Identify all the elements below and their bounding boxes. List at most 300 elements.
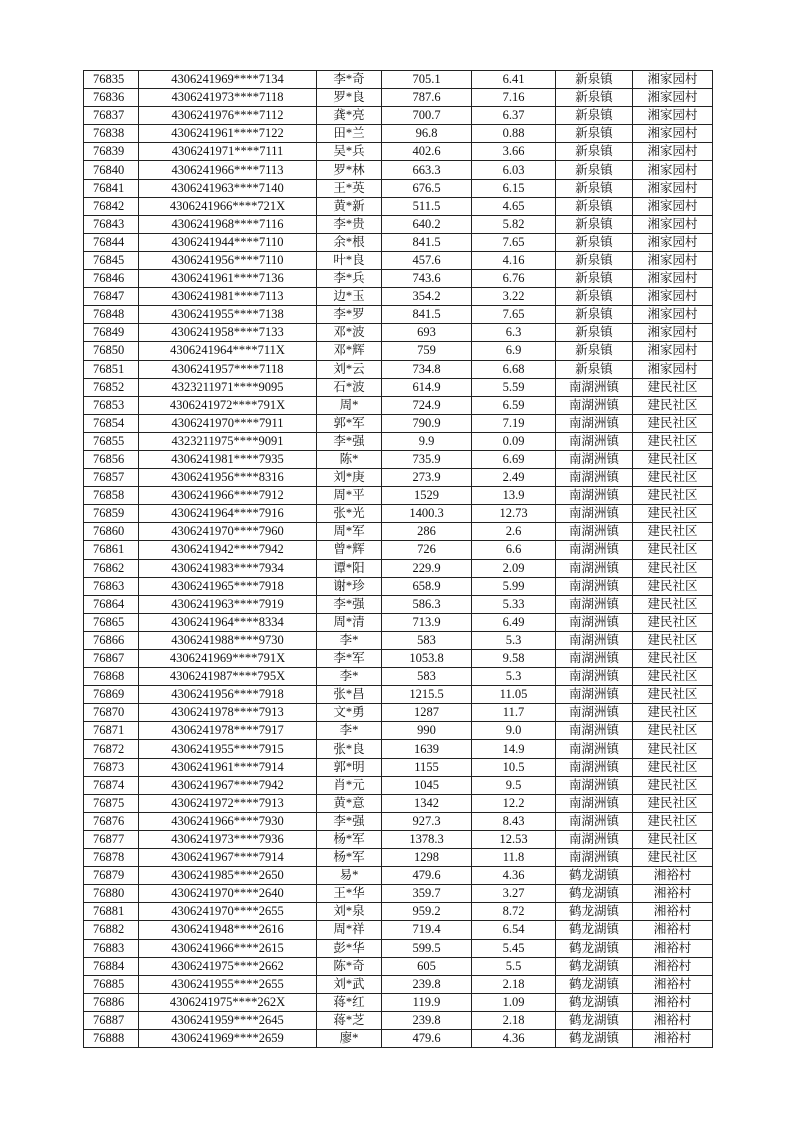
town-cell: 南湖洲镇 [556, 523, 633, 541]
amount-cell: 9.9 [382, 432, 472, 450]
id-number-cell: 4306241964****7916 [139, 505, 317, 523]
subsidy-cell: 11.05 [472, 686, 556, 704]
village-cell: 湘家园村 [633, 233, 713, 251]
row-number-cell: 76851 [84, 360, 139, 378]
table-row [84, 233, 713, 251]
table-row [84, 740, 713, 758]
subsidy-cell: 1.09 [472, 993, 556, 1011]
town-cell: 新泉镇 [556, 107, 633, 125]
person-name-cell: 李*军 [317, 650, 382, 668]
town-cell: 南湖洲镇 [556, 577, 633, 595]
amount-cell: 927.3 [382, 812, 472, 830]
amount-cell: 1639 [382, 740, 472, 758]
row-number-cell: 76861 [84, 541, 139, 559]
row-number-cell: 76867 [84, 650, 139, 668]
row-number-cell: 76883 [84, 939, 139, 957]
amount-cell: 726 [382, 541, 472, 559]
town-cell: 新泉镇 [556, 251, 633, 269]
subsidy-cell: 5.5 [472, 957, 556, 975]
row-number-cell: 76869 [84, 686, 139, 704]
subsidy-cell: 4.36 [472, 1029, 556, 1047]
person-name-cell: 易* [317, 867, 382, 885]
table-row [84, 161, 713, 179]
subsidy-cell: 4.36 [472, 867, 556, 885]
table-row [84, 450, 713, 468]
town-cell: 新泉镇 [556, 161, 633, 179]
person-name-cell: 李* [317, 631, 382, 649]
id-number-cell: 4306241966****7113 [139, 161, 317, 179]
subsidy-cell: 6.69 [472, 450, 556, 468]
subsidy-cell: 5.33 [472, 595, 556, 613]
person-name-cell: 田*兰 [317, 125, 382, 143]
table-row [84, 505, 713, 523]
amount-cell: 663.3 [382, 161, 472, 179]
table-row [84, 903, 713, 921]
subsidy-cell: 6.3 [472, 324, 556, 342]
village-cell: 湘家园村 [633, 107, 713, 125]
town-cell: 新泉镇 [556, 179, 633, 197]
village-cell: 湘家园村 [633, 197, 713, 215]
subsidy-cell: 6.41 [472, 71, 556, 89]
row-number-cell: 76880 [84, 885, 139, 903]
id-number-cell: 4306241981****7935 [139, 450, 317, 468]
village-cell: 湘裕村 [633, 939, 713, 957]
person-name-cell: 周* [317, 396, 382, 414]
town-cell: 南湖洲镇 [556, 830, 633, 848]
row-number-cell: 76837 [84, 107, 139, 125]
subsidy-cell: 0.88 [472, 125, 556, 143]
village-cell: 湘家园村 [633, 270, 713, 288]
table-row [84, 812, 713, 830]
id-number-cell: 4306241988****9730 [139, 631, 317, 649]
subsidy-cell: 3.66 [472, 143, 556, 161]
id-number-cell: 4306241966****2615 [139, 939, 317, 957]
id-number-cell: 4306241956****7110 [139, 251, 317, 269]
town-cell: 新泉镇 [556, 215, 633, 233]
town-cell: 南湖洲镇 [556, 414, 633, 432]
village-cell: 建民社区 [633, 396, 713, 414]
table-row [84, 197, 713, 215]
row-number-cell: 76885 [84, 975, 139, 993]
id-number-cell: 4306241957****7118 [139, 360, 317, 378]
town-cell: 南湖洲镇 [556, 450, 633, 468]
row-number-cell: 76871 [84, 722, 139, 740]
subsidy-cell: 4.16 [472, 251, 556, 269]
person-name-cell: 李*奇 [317, 71, 382, 89]
table-row [84, 89, 713, 107]
person-name-cell: 张*昌 [317, 686, 382, 704]
row-number-cell: 76882 [84, 921, 139, 939]
village-cell: 湘家园村 [633, 251, 713, 269]
town-cell: 南湖洲镇 [556, 541, 633, 559]
amount-cell: 229.9 [382, 559, 472, 577]
amount-cell: 734.8 [382, 360, 472, 378]
village-cell: 湘裕村 [633, 885, 713, 903]
subsidy-cell: 5.45 [472, 939, 556, 957]
person-name-cell: 余*根 [317, 233, 382, 251]
amount-cell: 359.7 [382, 885, 472, 903]
id-number-cell: 4306241968****7116 [139, 215, 317, 233]
row-number-cell: 76884 [84, 957, 139, 975]
amount-cell: 511.5 [382, 197, 472, 215]
table-row [84, 704, 713, 722]
id-number-cell: 4306241964****711X [139, 342, 317, 360]
row-number-cell: 76857 [84, 469, 139, 487]
id-number-cell: 4306241955****7138 [139, 306, 317, 324]
village-cell: 湘家园村 [633, 71, 713, 89]
person-name-cell: 蒋*红 [317, 993, 382, 1011]
person-name-cell: 邓*辉 [317, 342, 382, 360]
amount-cell: 586.3 [382, 595, 472, 613]
id-number-cell: 4306241971****7111 [139, 143, 317, 161]
amount-cell: 1342 [382, 794, 472, 812]
village-cell: 湘家园村 [633, 125, 713, 143]
row-number-cell: 76844 [84, 233, 139, 251]
id-number-cell: 4306241948****2616 [139, 921, 317, 939]
village-cell: 建民社区 [633, 450, 713, 468]
table-row [84, 378, 713, 396]
table-row [84, 957, 713, 975]
village-cell: 湘裕村 [633, 867, 713, 885]
person-name-cell: 周*平 [317, 487, 382, 505]
amount-cell: 990 [382, 722, 472, 740]
table-row [84, 613, 713, 631]
person-name-cell: 郭*明 [317, 758, 382, 776]
town-cell: 新泉镇 [556, 125, 633, 143]
id-number-cell: 4306241966****7930 [139, 812, 317, 830]
table-body [84, 71, 713, 1048]
amount-cell: 787.6 [382, 89, 472, 107]
subsidy-cell: 13.9 [472, 487, 556, 505]
village-cell: 建民社区 [633, 704, 713, 722]
town-cell: 鹤龙湖镇 [556, 993, 633, 1011]
town-cell: 新泉镇 [556, 324, 633, 342]
table-row [84, 360, 713, 378]
amount-cell: 354.2 [382, 288, 472, 306]
town-cell: 新泉镇 [556, 306, 633, 324]
amount-cell: 713.9 [382, 613, 472, 631]
town-cell: 新泉镇 [556, 270, 633, 288]
row-number-cell: 76849 [84, 324, 139, 342]
amount-cell: 1215.5 [382, 686, 472, 704]
row-number-cell: 76868 [84, 668, 139, 686]
amount-cell: 239.8 [382, 975, 472, 993]
row-number-cell: 76859 [84, 505, 139, 523]
id-number-cell: 4306241970****7911 [139, 414, 317, 432]
table-row [84, 541, 713, 559]
row-number-cell: 76879 [84, 867, 139, 885]
table-row [84, 143, 713, 161]
town-cell: 鹤龙湖镇 [556, 975, 633, 993]
id-number-cell: 4306241969****791X [139, 650, 317, 668]
amount-cell: 1529 [382, 487, 472, 505]
data-table [83, 70, 713, 1048]
person-name-cell: 罗*良 [317, 89, 382, 107]
village-cell: 湘家园村 [633, 179, 713, 197]
person-name-cell: 杨*军 [317, 849, 382, 867]
village-cell: 湘家园村 [633, 89, 713, 107]
person-name-cell: 李*强 [317, 595, 382, 613]
row-number-cell: 76863 [84, 577, 139, 595]
subsidy-cell: 10.5 [472, 758, 556, 776]
amount-cell: 239.8 [382, 1011, 472, 1029]
village-cell: 建民社区 [633, 432, 713, 450]
id-number-cell: 4306241964****8334 [139, 613, 317, 631]
village-cell: 湘家园村 [633, 215, 713, 233]
person-name-cell: 黄*新 [317, 197, 382, 215]
person-name-cell: 王*华 [317, 885, 382, 903]
village-cell: 湘家园村 [633, 143, 713, 161]
amount-cell: 479.6 [382, 1029, 472, 1047]
amount-cell: 676.5 [382, 179, 472, 197]
person-name-cell: 李*兵 [317, 270, 382, 288]
table-row [84, 939, 713, 957]
amount-cell: 599.5 [382, 939, 472, 957]
person-name-cell: 刘*庚 [317, 469, 382, 487]
person-name-cell: 李*贵 [317, 215, 382, 233]
table-row [84, 179, 713, 197]
person-name-cell: 肖*元 [317, 776, 382, 794]
village-cell: 建民社区 [633, 650, 713, 668]
row-number-cell: 76881 [84, 903, 139, 921]
person-name-cell: 曾*辉 [317, 541, 382, 559]
subsidy-cell: 7.65 [472, 233, 556, 251]
amount-cell: 700.7 [382, 107, 472, 125]
town-cell: 南湖洲镇 [556, 758, 633, 776]
person-name-cell: 李* [317, 668, 382, 686]
amount-cell: 959.2 [382, 903, 472, 921]
person-name-cell: 石*波 [317, 378, 382, 396]
town-cell: 鹤龙湖镇 [556, 957, 633, 975]
id-number-cell: 4306241978****7917 [139, 722, 317, 740]
person-name-cell: 蒋*芝 [317, 1011, 382, 1029]
subsidy-cell: 6.6 [472, 541, 556, 559]
subsidy-cell: 3.27 [472, 885, 556, 903]
amount-cell: 119.9 [382, 993, 472, 1011]
town-cell: 南湖洲镇 [556, 650, 633, 668]
village-cell: 湘裕村 [633, 1011, 713, 1029]
id-number-cell: 4306241967****7914 [139, 849, 317, 867]
row-number-cell: 76855 [84, 432, 139, 450]
person-name-cell: 吴*兵 [317, 143, 382, 161]
amount-cell: 640.2 [382, 215, 472, 233]
id-number-cell: 4306241970****7960 [139, 523, 317, 541]
table-row [84, 1029, 713, 1047]
id-number-cell: 4306241981****7113 [139, 288, 317, 306]
village-cell: 建民社区 [633, 849, 713, 867]
person-name-cell: 李*强 [317, 812, 382, 830]
subsidy-cell: 2.49 [472, 469, 556, 487]
subsidy-cell: 9.58 [472, 650, 556, 668]
amount-cell: 1298 [382, 849, 472, 867]
subsidy-cell: 14.9 [472, 740, 556, 758]
row-number-cell: 76862 [84, 559, 139, 577]
person-name-cell: 刘*泉 [317, 903, 382, 921]
id-number-cell: 4306241961****7122 [139, 125, 317, 143]
amount-cell: 1378.3 [382, 830, 472, 848]
person-name-cell: 张*光 [317, 505, 382, 523]
id-number-cell: 4306241985****2650 [139, 867, 317, 885]
table-row [84, 270, 713, 288]
row-number-cell: 76847 [84, 288, 139, 306]
amount-cell: 759 [382, 342, 472, 360]
village-cell: 湘裕村 [633, 903, 713, 921]
id-number-cell: 4306241944****7110 [139, 233, 317, 251]
table-row [84, 559, 713, 577]
row-number-cell: 76875 [84, 794, 139, 812]
id-number-cell: 4306241975****2662 [139, 957, 317, 975]
table-row [84, 975, 713, 993]
row-number-cell: 76878 [84, 849, 139, 867]
village-cell: 建民社区 [633, 722, 713, 740]
row-number-cell: 76842 [84, 197, 139, 215]
village-cell: 湘裕村 [633, 957, 713, 975]
id-number-cell: 4306241970****2640 [139, 885, 317, 903]
row-number-cell: 76853 [84, 396, 139, 414]
town-cell: 南湖洲镇 [556, 776, 633, 794]
village-cell: 建民社区 [633, 378, 713, 396]
subsidy-cell: 2.18 [472, 975, 556, 993]
town-cell: 南湖洲镇 [556, 595, 633, 613]
person-name-cell: 刘*武 [317, 975, 382, 993]
row-number-cell: 76854 [84, 414, 139, 432]
town-cell: 南湖洲镇 [556, 396, 633, 414]
row-number-cell: 76864 [84, 595, 139, 613]
amount-cell: 1287 [382, 704, 472, 722]
table-row [84, 125, 713, 143]
person-name-cell: 文*勇 [317, 704, 382, 722]
row-number-cell: 76872 [84, 740, 139, 758]
town-cell: 鹤龙湖镇 [556, 1011, 633, 1029]
table-row [84, 487, 713, 505]
village-cell: 建民社区 [633, 577, 713, 595]
subsidy-cell: 2.18 [472, 1011, 556, 1029]
town-cell: 新泉镇 [556, 89, 633, 107]
person-name-cell: 周*清 [317, 613, 382, 631]
village-cell: 建民社区 [633, 812, 713, 830]
town-cell: 新泉镇 [556, 71, 633, 89]
row-number-cell: 76865 [84, 613, 139, 631]
amount-cell: 402.6 [382, 143, 472, 161]
id-number-cell: 4323211975****9091 [139, 432, 317, 450]
town-cell: 南湖洲镇 [556, 704, 633, 722]
village-cell: 建民社区 [633, 505, 713, 523]
subsidy-cell: 6.68 [472, 360, 556, 378]
subsidy-cell: 7.19 [472, 414, 556, 432]
village-cell: 建民社区 [633, 613, 713, 631]
person-name-cell: 边*玉 [317, 288, 382, 306]
person-name-cell: 彭*华 [317, 939, 382, 957]
person-name-cell: 黄*意 [317, 794, 382, 812]
id-number-cell: 4306241961****7914 [139, 758, 317, 776]
village-cell: 建民社区 [633, 559, 713, 577]
person-name-cell: 王*英 [317, 179, 382, 197]
amount-cell: 605 [382, 957, 472, 975]
row-number-cell: 76843 [84, 215, 139, 233]
row-number-cell: 76839 [84, 143, 139, 161]
village-cell: 建民社区 [633, 830, 713, 848]
table-row [84, 432, 713, 450]
village-cell: 湘裕村 [633, 993, 713, 1011]
table-row [84, 722, 713, 740]
table-row [84, 595, 713, 613]
id-number-cell: 4306241963****7140 [139, 179, 317, 197]
person-name-cell: 张*良 [317, 740, 382, 758]
amount-cell: 286 [382, 523, 472, 541]
village-cell: 建民社区 [633, 740, 713, 758]
id-number-cell: 4306241966****721X [139, 197, 317, 215]
person-name-cell: 郭*军 [317, 414, 382, 432]
amount-cell: 719.4 [382, 921, 472, 939]
village-cell: 建民社区 [633, 794, 713, 812]
amount-cell: 658.9 [382, 577, 472, 595]
village-cell: 湘家园村 [633, 342, 713, 360]
town-cell: 南湖洲镇 [556, 849, 633, 867]
amount-cell: 743.6 [382, 270, 472, 288]
id-number-cell: 4306241955****2655 [139, 975, 317, 993]
town-cell: 鹤龙湖镇 [556, 921, 633, 939]
table-row [84, 849, 713, 867]
village-cell: 湘裕村 [633, 975, 713, 993]
amount-cell: 724.9 [382, 396, 472, 414]
village-cell: 建民社区 [633, 414, 713, 432]
table-row [84, 469, 713, 487]
table-row [84, 342, 713, 360]
person-name-cell: 周*军 [317, 523, 382, 541]
subsidy-cell: 6.59 [472, 396, 556, 414]
table-row [84, 215, 713, 233]
amount-cell: 693 [382, 324, 472, 342]
table-row [84, 867, 713, 885]
subsidy-cell: 7.16 [472, 89, 556, 107]
amount-cell: 1053.8 [382, 650, 472, 668]
town-cell: 南湖洲镇 [556, 505, 633, 523]
id-number-cell: 4306241955****7915 [139, 740, 317, 758]
id-number-cell: 4306241956****8316 [139, 469, 317, 487]
id-number-cell: 4306241969****7134 [139, 71, 317, 89]
row-number-cell: 76887 [84, 1011, 139, 1029]
town-cell: 新泉镇 [556, 342, 633, 360]
person-name-cell: 廖* [317, 1029, 382, 1047]
village-cell: 湘裕村 [633, 1029, 713, 1047]
row-number-cell: 76866 [84, 631, 139, 649]
subsidy-cell: 5.99 [472, 577, 556, 595]
subsidy-cell: 6.03 [472, 161, 556, 179]
amount-cell: 479.6 [382, 867, 472, 885]
village-cell: 建民社区 [633, 523, 713, 541]
subsidy-cell: 5.3 [472, 631, 556, 649]
amount-cell: 96.8 [382, 125, 472, 143]
id-number-cell: 4306241958****7133 [139, 324, 317, 342]
row-number-cell: 76873 [84, 758, 139, 776]
subsidy-cell: 6.76 [472, 270, 556, 288]
village-cell: 建民社区 [633, 631, 713, 649]
subsidy-cell: 12.73 [472, 505, 556, 523]
village-cell: 建民社区 [633, 541, 713, 559]
person-name-cell: 叶*良 [317, 251, 382, 269]
table-row [84, 251, 713, 269]
table-row [84, 324, 713, 342]
table-row [84, 71, 713, 89]
row-number-cell: 76860 [84, 523, 139, 541]
subsidy-cell: 11.7 [472, 704, 556, 722]
id-number-cell: 4306241987****795X [139, 668, 317, 686]
town-cell: 新泉镇 [556, 360, 633, 378]
person-name-cell: 刘*云 [317, 360, 382, 378]
person-name-cell: 杨*军 [317, 830, 382, 848]
subsidy-cell: 6.15 [472, 179, 556, 197]
id-number-cell: 4306241966****7912 [139, 487, 317, 505]
